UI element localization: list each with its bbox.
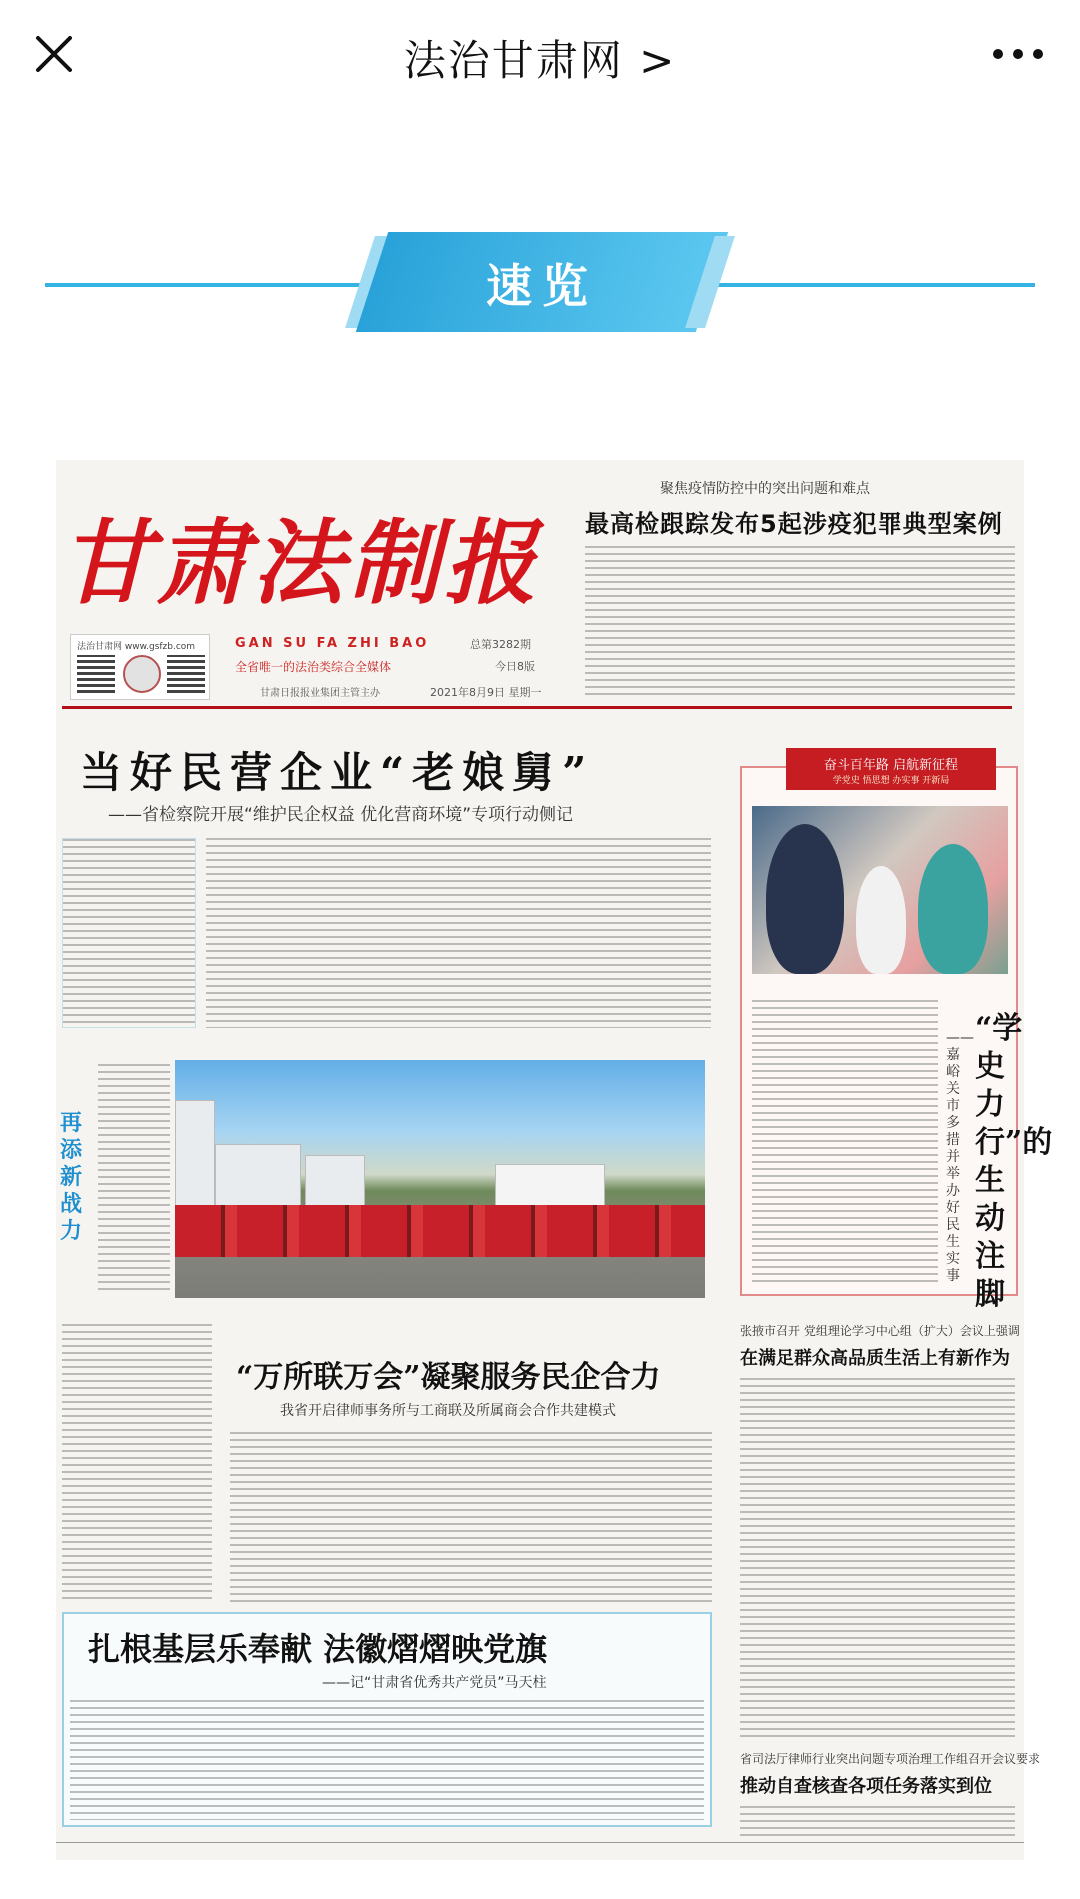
close-icon[interactable]: [30, 30, 78, 78]
site-url: 法治甘肃网 www.gsfzb.com: [77, 642, 196, 652]
sponsor-text: 甘肃日报报业集团主管主办: [260, 688, 380, 699]
article4-body: [70, 1700, 704, 1820]
sidebox-header-small: 学党史 悟思想 办实事 开新局: [832, 776, 950, 786]
top-navbar: [0, 0, 1080, 110]
photo-building: [175, 1100, 215, 1220]
article1-body: [585, 546, 1015, 696]
sidebox-vertical-subhead: ——嘉峪关市多措并举办好民生实事: [946, 1030, 974, 1284]
photo-caption: [98, 1064, 170, 1294]
more-options-icon[interactable]: [988, 36, 1048, 72]
right-article1-body: [740, 1378, 1015, 1738]
masthead-info: [65, 636, 585, 702]
feature-photo: [752, 806, 1008, 974]
photo-section-tag: 再添新战力: [60, 1111, 83, 1244]
masthead: [60, 490, 580, 630]
trucks-row: [175, 1205, 705, 1257]
article1-headline: 最高检跟踪发布5起涉疫犯罪典型案例: [585, 510, 1003, 538]
sidebox-header: [786, 748, 996, 790]
article2-subhead: ——省检察院开展“维护民企权益 优化营商环境”专项行动侧记: [108, 805, 574, 825]
right-article2-headline: 推动自查核查各项任务落实到位: [740, 1776, 992, 1797]
masthead-pinyin: GAN SU FA ZHI BAO: [235, 636, 430, 651]
photo-figure: [856, 866, 906, 974]
article2-body: [206, 838, 711, 1028]
photo-figure: [918, 844, 988, 974]
banner-label: 速览: [486, 259, 598, 313]
sidebox-header-title: 奋斗百年路 启航新征程: [823, 758, 959, 773]
newspaper-footer: [56, 1842, 1024, 1860]
article2-intro: [62, 838, 196, 1028]
issue-date: 2021年8月9日 星期一: [430, 686, 542, 699]
chevron-right-icon[interactable]: >: [639, 36, 677, 85]
issue-number: 总第3282期: [470, 638, 531, 651]
sidebox-vertical-headline: “学史力行”的生动注脚: [975, 1011, 1053, 1312]
article4-headline: 扎根基层乐奉献 法徽熠熠映党旗: [88, 1630, 548, 1668]
account-title-link: [0, 28, 1080, 88]
masthead-rule: [62, 706, 1012, 709]
masthead-slogan: 全省唯一的法治类综合全媒体: [235, 660, 392, 674]
article3-subhead: 我省开启律师事务所与工商联及所属商会合作共建模式: [280, 1403, 616, 1419]
right-article2-kicker: 省司法厅律师行业突出问题专项治理工作组召开会议要求: [740, 1752, 1041, 1766]
masthead-title: 甘肃法制报: [60, 509, 541, 617]
right-article2-body: [740, 1806, 1015, 1836]
article3-body: [230, 1432, 712, 1604]
article4-subhead: ——记“甘肃省优秀共产党员”马天柱: [322, 1675, 547, 1691]
account-name[interactable]: 法治甘肃网: [403, 36, 624, 85]
article2-headline: 当好民营企业“老娘舅”: [80, 748, 595, 797]
right-article1-kicker: 张掖市召开 党组理论学习中心组（扩大）会议上强调: [740, 1324, 1020, 1338]
article3-headline: “万所联万会”凝聚服务民企合力: [236, 1360, 661, 1395]
sidebox-body: [752, 1000, 938, 1286]
page-count: 今日8版: [495, 660, 535, 673]
article3-left-body: [62, 1324, 212, 1604]
trucks-photo: [175, 1060, 705, 1298]
right-article1-headline: 在满足群众高品质生活上有新作为: [740, 1348, 1010, 1369]
article1-kicker: 聚焦疫情防控中的突出问题和难点: [660, 481, 870, 497]
photo-figure: [766, 824, 844, 974]
